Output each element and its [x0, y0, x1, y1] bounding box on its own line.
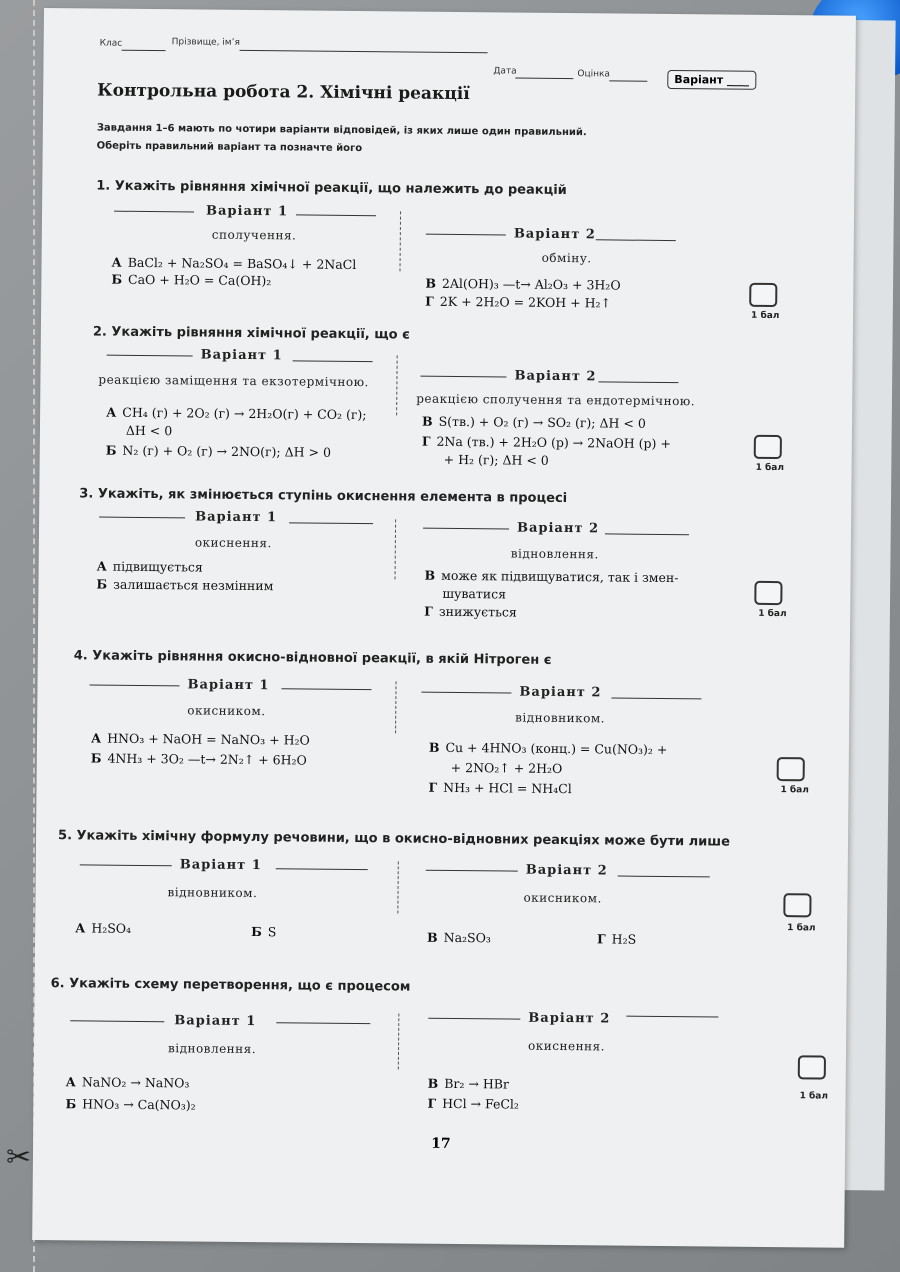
q6-variant1-label: Варіант 1	[174, 1013, 257, 1030]
instructions-line1: Завдання 1–6 мають по чотири варіанти відповідей, із яких лише один правильний.	[96, 122, 587, 139]
q1-option-a[interactable]: А BaCl₂ + Na₂SO₄ = BaSO₄↓ + 2NaCl	[111, 254, 357, 273]
q3-variant1-label: Варіант 1	[195, 509, 278, 526]
q4-answer-box[interactable]	[777, 757, 805, 781]
question-6-text: 6. Укажіть схему перетворення, що є процесом	[50, 976, 411, 995]
q4-option-a[interactable]: А HNO₃ + NaOH = NaNO₃ + H₂O	[90, 730, 310, 748]
q6-option-b[interactable]: Б HNO₃ → Ca(NO₃)₂	[65, 1096, 196, 1113]
q2-option-c[interactable]: В S(тв.) + O₂ (г) → SO₂ (г); ΔH < 0	[421, 413, 646, 431]
q2-option-a-cont: ΔH < 0	[125, 422, 173, 439]
q4-option-b[interactable]: Б 4NH₃ + 3O₂ —t→ 2N₂↑ + 6H₂O	[90, 750, 307, 768]
q6-option-a[interactable]: А NaNO₂ → NaNO₃	[65, 1074, 190, 1091]
q1-option-c[interactable]: В 2Al(OH)₃ —t→ Al₂O₃ + 3H₂O	[425, 275, 621, 293]
q2-option-d[interactable]: Г 2Na (тв.) + 2H₂O (р) → 2NaOH (р) +	[421, 433, 671, 452]
scissors-icon: ✂	[6, 1140, 32, 1175]
q3-points: 1 бал	[758, 608, 787, 620]
q4-option-c-cont: + 2NO₂↑ + 2H₂O	[450, 759, 563, 777]
q6-variant2-sub: окиснення.	[527, 1038, 606, 1054]
name-label: Прізвище, ім’я	[171, 37, 240, 48]
instructions-line2: Оберіть правильний варіант та позначте його	[96, 140, 363, 155]
q1-answer-box[interactable]	[749, 283, 777, 307]
q6-variant2-label: Варіант 2	[528, 1010, 611, 1027]
divider	[395, 519, 397, 579]
q4-points: 1 бал	[780, 785, 809, 796]
q5-variant1-sub: відновником.	[167, 885, 258, 901]
q6-variant1-sub: відновлення.	[167, 1041, 257, 1057]
q5-variant2-label: Варіант 2	[525, 862, 608, 879]
q1-variant1-sub: сполучення.	[211, 227, 297, 243]
q2-variant1-label: Варіант 1	[200, 347, 283, 364]
q5-option-d[interactable]: Г H₂S	[597, 931, 637, 947]
q4-variant2-label: Варіант 2	[519, 684, 602, 701]
q2-points: 1 бал	[755, 462, 785, 474]
worksheet-page	[32, 8, 856, 1248]
q2-variant2-sub: реакцією сполучення та ендотермічною.	[416, 391, 696, 409]
q2-answer-box[interactable]	[754, 435, 782, 459]
q5-variant2-sub: окисником.	[523, 890, 602, 906]
q3-option-c-cont: шуватися	[442, 585, 507, 602]
q1-variant1-label: Варіант 1	[205, 203, 289, 220]
q5-points: 1 бал	[787, 923, 816, 934]
q4-variant2-sub: відновником.	[515, 710, 606, 726]
q5-variant1-label: Варіант 1	[179, 857, 262, 874]
class-label: Клас	[99, 38, 123, 49]
q2-option-a[interactable]: А CH₄ (г) + 2O₂ (г) → 2H₂O(г) + CO₂ (г);	[106, 404, 367, 423]
q6-option-c[interactable]: В Br₂ → HBr	[427, 1075, 509, 1092]
q1-points: 1 бал	[751, 310, 780, 322]
q5-option-a[interactable]: А H₂SO₄	[75, 920, 132, 936]
divider	[398, 1013, 400, 1069]
q2-variant1-sub: реакцією заміщення та екзотермічною.	[98, 372, 369, 390]
variant-box[interactable]: Варіант ____	[667, 70, 756, 90]
question-3-text: 3. Укажіть, як змінюється ступінь окиснення елемента в процесі	[79, 486, 568, 507]
q4-option-d[interactable]: Г NH₃ + HCl = NH₄Cl	[428, 779, 572, 797]
q4-variant1-label: Варіант 1	[187, 677, 270, 694]
q1-variant2-sub: обміну.	[541, 250, 592, 266]
q3-variant1-sub: окиснення.	[194, 535, 272, 551]
q5-option-c[interactable]: В Na₂SO₃	[427, 929, 491, 946]
q6-points: 1 бал	[799, 1091, 828, 1102]
grade-field[interactable]	[609, 80, 647, 81]
q3-answer-box[interactable]	[754, 581, 782, 605]
grade-label: Оцінка	[577, 69, 610, 80]
page-number: 17	[431, 1135, 451, 1152]
question-2-text: 2. Укажіть рівняння хімічної реакції, що є	[92, 324, 410, 343]
q6-answer-box[interactable]	[798, 1055, 826, 1079]
divider	[396, 355, 398, 415]
variant-label: Варіант	[674, 73, 724, 87]
page-title: Контрольна робота 2. Хімічні реакції	[97, 80, 470, 105]
q2-variant2-label: Варіант 2	[514, 368, 597, 385]
q5-answer-box[interactable]	[783, 893, 811, 917]
name-field[interactable]	[240, 50, 488, 53]
q1-variant2-label: Варіант 2	[513, 226, 596, 243]
q2-option-d-cont: + H₂ (г); ΔH < 0	[443, 451, 549, 468]
question-4-text: 4. Укажіть рівняння окисно-відновної реакції, в якій Нітроген є	[73, 648, 552, 668]
date-field[interactable]	[515, 78, 573, 80]
divider	[399, 211, 401, 271]
q3-variant2-label: Варіант 2	[516, 520, 600, 537]
q4-option-c[interactable]: В Cu + 4HNO₃ (конц.) = Cu(NO₃)₂ +	[428, 739, 668, 758]
q3-option-a[interactable]: А підвищується	[96, 558, 203, 575]
divider	[397, 861, 398, 913]
q4-variant1-sub: окисником.	[187, 703, 266, 719]
class-field[interactable]	[122, 50, 166, 51]
date-label: Дата	[493, 66, 517, 77]
q3-variant2-sub: відновлення.	[510, 546, 599, 562]
question-1-text: 1. Укажіть рівняння хімічної реакції, що належить до реакцій	[96, 178, 567, 199]
q2-option-b[interactable]: Б N₂ (г) + O₂ (г) → 2NO(г); ΔH > 0	[105, 442, 332, 460]
q3-option-d[interactable]: Г знижується	[424, 603, 517, 620]
q1-option-b[interactable]: Б CaO + H₂O = Ca(OH)₂	[111, 271, 272, 289]
divider	[395, 681, 396, 733]
q3-option-c[interactable]: В може як підвищуватися, так і змен-	[424, 567, 679, 586]
q1-option-d[interactable]: Г 2K + 2H₂O = 2KOH + H₂↑	[425, 293, 612, 311]
q5-option-b[interactable]: Б S	[251, 924, 277, 940]
q3-option-b[interactable]: Б залишається незмінним	[96, 576, 274, 594]
question-5-text: 5. Укажіть хімічну формулу речовини, що в окисно-відновних реакціях може бути лише	[57, 828, 731, 850]
q6-option-d[interactable]: Г HCl → FeCl₂	[427, 1095, 520, 1112]
